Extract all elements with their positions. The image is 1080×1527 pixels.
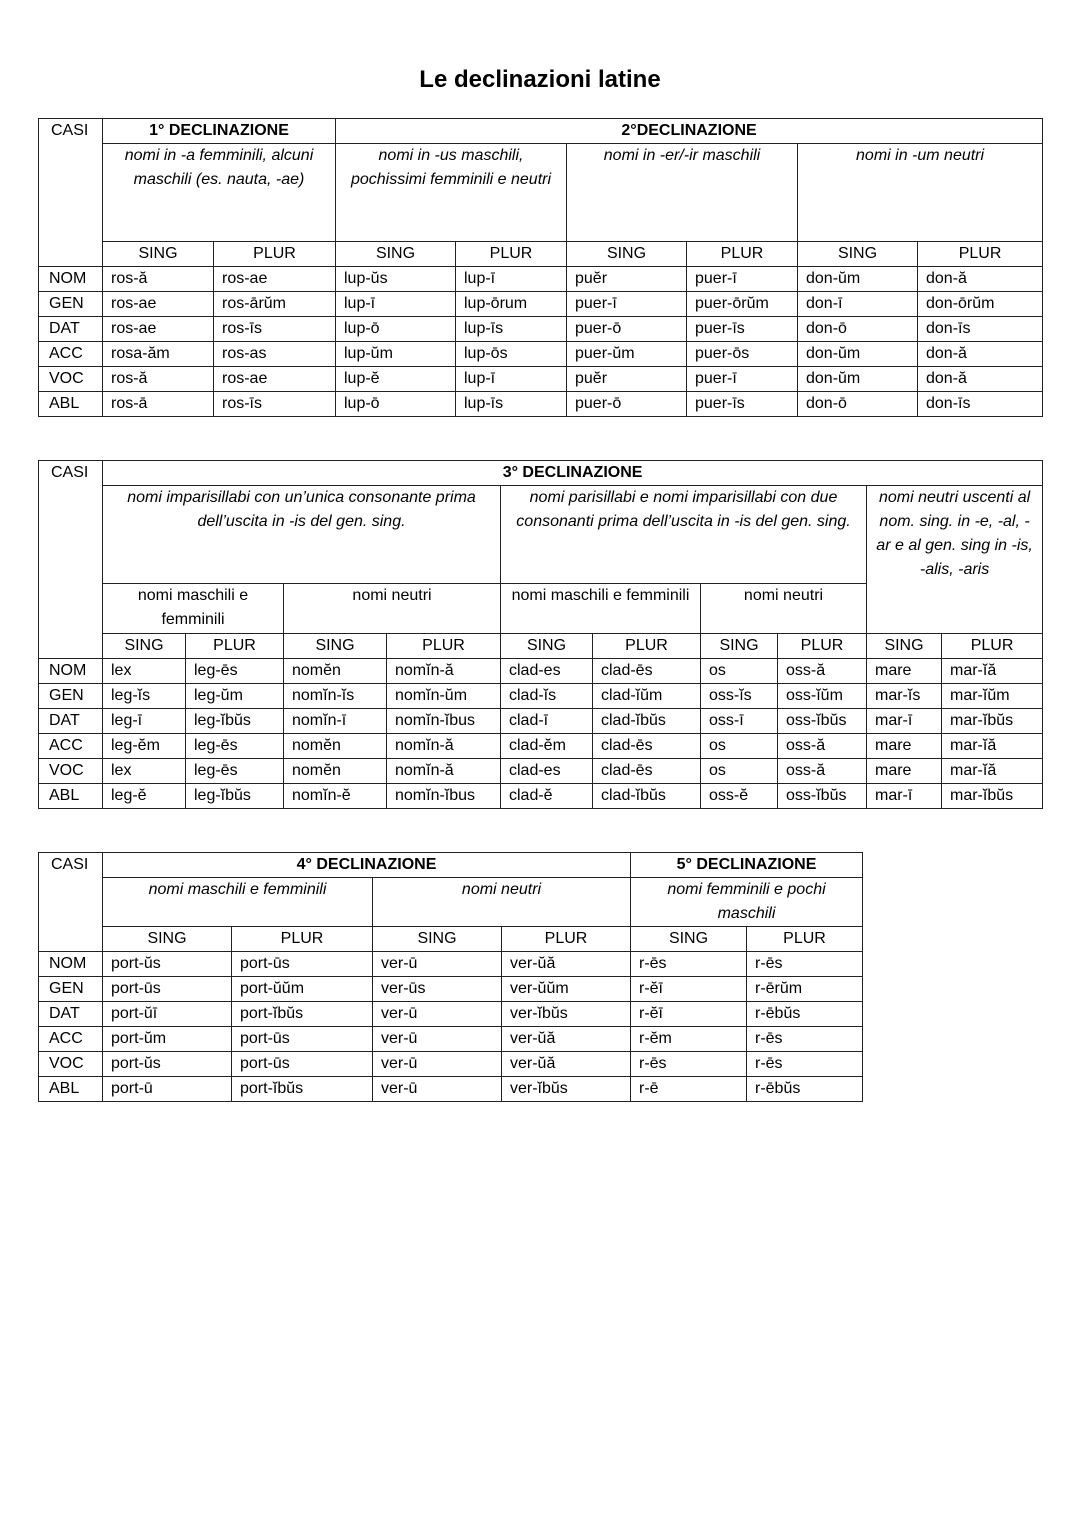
form-cell: leg-ĕm <box>103 734 186 759</box>
group-masc-femm-1: nomi maschili e femminili <box>103 584 284 634</box>
form-cell: clad-ĭs <box>501 684 593 709</box>
form-cell: lup-ōrum <box>456 292 567 317</box>
casi-header: CASI <box>39 119 103 267</box>
form-cell: puer-ō <box>567 317 687 342</box>
table-row <box>39 784 1043 809</box>
form-cell: r-ē <box>631 1077 747 1102</box>
form-cell: port-ū <box>103 1077 232 1102</box>
table-row <box>39 734 1043 759</box>
form-cell: puer-ī <box>687 267 798 292</box>
decl3-heading: 3° DECLINAZIONE <box>103 461 1043 486</box>
form-cell: clad-ĕm <box>501 734 593 759</box>
sing-header: SING <box>501 634 593 659</box>
case-label: NOM <box>39 952 103 977</box>
sing-plur-row <box>39 242 1043 267</box>
form-cell: ver-ŭă <box>502 1027 631 1052</box>
form-cell: lup-ī <box>336 292 456 317</box>
form-cell: nomĕn <box>284 659 387 684</box>
form-cell: don-ŭm <box>798 342 918 367</box>
form-cell: r-ēbŭs <box>747 1077 863 1102</box>
form-cell: ver-ĭbŭs <box>502 1077 631 1102</box>
form-cell: lex <box>103 659 186 684</box>
sing-header: SING <box>867 634 942 659</box>
case-label: VOC <box>39 367 103 392</box>
sing-plur-row <box>39 634 1043 659</box>
sing-plur-row <box>39 927 863 952</box>
decl5-heading: 5° DECLINAZIONE <box>631 853 863 878</box>
table-row <box>39 267 1043 292</box>
plur-header: PLUR <box>778 634 867 659</box>
decl1-heading: 1° DECLINAZIONE <box>103 119 336 144</box>
form-cell: don-ŭm <box>798 267 918 292</box>
form-cell: r-ērŭm <box>747 977 863 1002</box>
decl1-description: nomi in -a femminili, alcuni maschili (es. nauta, -ae) <box>103 144 336 242</box>
form-cell: don-ŭm <box>798 367 918 392</box>
table-declension-3 <box>38 460 1043 809</box>
form-cell: puer-ōs <box>687 342 798 367</box>
form-cell: puer-ī <box>567 292 687 317</box>
form-cell: lup-ĕ <box>336 367 456 392</box>
form-cell: leg-ŭm <box>186 684 284 709</box>
form-cell: mar-ī <box>867 784 942 809</box>
form-cell: nomĭn-ă <box>387 659 501 684</box>
form-cell: r-ēbŭs <box>747 1002 863 1027</box>
form-cell: clad-es <box>501 759 593 784</box>
case-label: ACC <box>39 734 103 759</box>
decl2-um-description: nomi in -um neutri <box>798 144 1043 242</box>
form-cell: lup-īs <box>456 392 567 417</box>
form-cell: oss-ĭŭm <box>778 684 867 709</box>
form-cell: nomĕn <box>284 759 387 784</box>
form-cell: r-ĕī <box>631 977 747 1002</box>
form-cell: nomĭn-ă <box>387 759 501 784</box>
group-neutri-1: nomi neutri <box>284 584 501 634</box>
form-cell: lup-ō <box>336 317 456 342</box>
form-cell: port-ŭs <box>103 1052 232 1077</box>
form-cell: r-ĕm <box>631 1027 747 1052</box>
form-cell: oss-ĭbŭs <box>778 709 867 734</box>
plur-header: PLUR <box>214 242 336 267</box>
plur-header: PLUR <box>186 634 284 659</box>
sing-header: SING <box>373 927 502 952</box>
decl5-description: nomi femminili e pochi maschili <box>631 878 863 927</box>
form-cell: mar-ĭbŭs <box>942 784 1043 809</box>
form-cell: clad-ēs <box>593 659 701 684</box>
case-label: GEN <box>39 684 103 709</box>
form-cell: ros-ae <box>103 317 214 342</box>
decl3-parisillabi-description: nomi parisillabi e nomi imparisillabi con due consonanti prima dell’uscita in -is del gen. sing. <box>501 486 867 584</box>
form-cell: clad-ī <box>501 709 593 734</box>
sing-header: SING <box>103 927 232 952</box>
form-cell: don-ō <box>798 317 918 342</box>
case-label: GEN <box>39 977 103 1002</box>
form-cell: port-ŭm <box>103 1027 232 1052</box>
case-label: VOC <box>39 759 103 784</box>
plur-header: PLUR <box>942 634 1043 659</box>
form-cell: ros-ārŭm <box>214 292 336 317</box>
form-cell: lup-ī <box>456 367 567 392</box>
table-row <box>39 759 1043 784</box>
form-cell: r-ēs <box>747 1027 863 1052</box>
form-cell: ver-ŭă <box>502 952 631 977</box>
form-cell: mar-ĭŭm <box>942 684 1043 709</box>
form-cell: don-ō <box>798 392 918 417</box>
form-cell: leg-ēs <box>186 759 284 784</box>
table-row <box>39 292 1043 317</box>
form-cell: don-īs <box>918 317 1043 342</box>
form-cell: oss-ĭbŭs <box>778 784 867 809</box>
form-cell: ros-ā <box>103 392 214 417</box>
form-cell: clad-ĭbŭs <box>593 709 701 734</box>
form-cell: ros-ae <box>103 292 214 317</box>
form-cell: oss-ĭs <box>701 684 778 709</box>
form-cell: leg-ēs <box>186 659 284 684</box>
form-cell: don-ă <box>918 342 1043 367</box>
form-cell: lup-ī <box>456 267 567 292</box>
form-cell: ros-ae <box>214 367 336 392</box>
form-cell: don-ă <box>918 367 1043 392</box>
case-label: ABL <box>39 1077 103 1102</box>
form-cell: puer-īs <box>687 317 798 342</box>
form-cell: mare <box>867 659 942 684</box>
table-row <box>39 317 1043 342</box>
case-label: DAT <box>39 709 103 734</box>
form-cell: lup-īs <box>456 317 567 342</box>
form-cell: leg-ĭs <box>103 684 186 709</box>
form-cell: leg-ĕ <box>103 784 186 809</box>
form-cell: nomĭn-ĭbus <box>387 709 501 734</box>
form-cell: nomĭn-ĭs <box>284 684 387 709</box>
table-row <box>39 977 863 1002</box>
form-cell: nomĭn-ī <box>284 709 387 734</box>
form-cell: puer-ō <box>567 392 687 417</box>
form-cell: oss-ă <box>778 734 867 759</box>
form-cell: ros-īs <box>214 392 336 417</box>
case-label: ABL <box>39 392 103 417</box>
table-declensions-1-2 <box>38 118 1043 417</box>
form-cell: port-ĭbŭs <box>232 1077 373 1102</box>
sing-header: SING <box>336 242 456 267</box>
case-label: DAT <box>39 317 103 342</box>
form-cell: os <box>701 734 778 759</box>
form-cell: ver-ĭbŭs <box>502 1002 631 1027</box>
case-label: NOM <box>39 659 103 684</box>
table-row <box>39 684 1043 709</box>
sing-header: SING <box>798 242 918 267</box>
form-cell: clad-ēs <box>593 734 701 759</box>
form-cell: mar-ĭă <box>942 659 1043 684</box>
form-cell: r-ĕī <box>631 1002 747 1027</box>
case-label: ACC <box>39 1027 103 1052</box>
form-cell: don-ōrŭm <box>918 292 1043 317</box>
table-row <box>39 1077 863 1102</box>
table-row <box>39 1052 863 1077</box>
form-cell: port-ŭs <box>103 952 232 977</box>
group-masc-femm-2: nomi maschili e femminili <box>501 584 701 634</box>
form-cell: lup-ŭm <box>336 342 456 367</box>
plur-header: PLUR <box>687 242 798 267</box>
sing-header: SING <box>631 927 747 952</box>
form-cell: lup-ō <box>336 392 456 417</box>
form-cell: mar-ĭă <box>942 759 1043 784</box>
form-cell: port-ūs <box>232 952 373 977</box>
sing-header: SING <box>103 634 186 659</box>
form-cell: ver-ŭŭm <box>502 977 631 1002</box>
table-row <box>39 952 863 977</box>
plur-header: PLUR <box>747 927 863 952</box>
form-cell: puer-īs <box>687 392 798 417</box>
plur-header: PLUR <box>232 927 373 952</box>
form-cell: mar-ĭă <box>942 734 1043 759</box>
form-cell: mar-ĭbŭs <box>942 709 1043 734</box>
form-cell: puĕr <box>567 267 687 292</box>
form-cell: lup-ōs <box>456 342 567 367</box>
form-cell: os <box>701 659 778 684</box>
decl4-n-description: nomi neutri <box>373 878 631 927</box>
form-cell: oss-ī <box>701 709 778 734</box>
form-cell: nomĭn-ĭbus <box>387 784 501 809</box>
sing-header: SING <box>103 242 214 267</box>
form-cell: ver-ū <box>373 1002 502 1027</box>
form-cell: clad-ĕ <box>501 784 593 809</box>
case-label: DAT <box>39 1002 103 1027</box>
form-cell: clad-ĭbŭs <box>593 784 701 809</box>
form-cell: port-ūs <box>232 1027 373 1052</box>
table-row <box>39 1002 863 1027</box>
case-label: ABL <box>39 784 103 809</box>
form-cell: mare <box>867 759 942 784</box>
decl3-neutri-uscenti-description: nomi neutri uscenti al nom. sing. in -e, -al, -ar e al gen. sing in -is, -alis, -aris <box>867 486 1043 634</box>
case-label: GEN <box>39 292 103 317</box>
form-cell: nomĕn <box>284 734 387 759</box>
case-label: NOM <box>39 267 103 292</box>
decl4-heading: 4° DECLINAZIONE <box>103 853 631 878</box>
form-cell: r-ēs <box>631 952 747 977</box>
form-cell: port-ūs <box>232 1052 373 1077</box>
table-declensions-4-5 <box>38 852 863 1102</box>
form-cell: puer-ōrŭm <box>687 292 798 317</box>
form-cell: nomĭn-ă <box>387 734 501 759</box>
table-row <box>39 367 1043 392</box>
sing-header: SING <box>701 634 778 659</box>
form-cell: leg-ĭbŭs <box>186 709 284 734</box>
form-cell: port-ĭbŭs <box>232 1002 373 1027</box>
group-neutri-2: nomi neutri <box>701 584 867 634</box>
form-cell: ver-ū <box>373 1077 502 1102</box>
plur-header: PLUR <box>387 634 501 659</box>
table-row <box>39 659 1043 684</box>
form-cell: ros-as <box>214 342 336 367</box>
casi-header: CASI <box>39 461 103 659</box>
form-cell: leg-ēs <box>186 734 284 759</box>
form-cell: oss-ĕ <box>701 784 778 809</box>
table-row <box>39 709 1043 734</box>
table-row <box>39 342 1043 367</box>
form-cell: puĕr <box>567 367 687 392</box>
form-cell: oss-ă <box>778 759 867 784</box>
decl2-er-description: nomi in -er/-ir maschili <box>567 144 798 242</box>
form-cell: leg-ī <box>103 709 186 734</box>
form-cell: mar-ĭs <box>867 684 942 709</box>
form-cell: ver-ūs <box>373 977 502 1002</box>
page-title: Le declinazioni latine <box>419 66 661 93</box>
decl2-us-description: nomi in -us maschili, pochissimi femminili e neutri <box>336 144 567 242</box>
form-cell: mare <box>867 734 942 759</box>
sing-header: SING <box>284 634 387 659</box>
form-cell: ver-ū <box>373 1052 502 1077</box>
form-cell: r-ēs <box>747 952 863 977</box>
form-cell: don-ă <box>918 267 1043 292</box>
form-cell: rosa-ăm <box>103 342 214 367</box>
form-cell: lup-ŭs <box>336 267 456 292</box>
form-cell: puer-ī <box>687 367 798 392</box>
table-row <box>39 392 1043 417</box>
case-label: ACC <box>39 342 103 367</box>
form-cell: nomĭn-ĕ <box>284 784 387 809</box>
form-cell: port-ŭŭm <box>232 977 373 1002</box>
form-cell: ros-ă <box>103 267 214 292</box>
table-row <box>39 1027 863 1052</box>
form-cell: os <box>701 759 778 784</box>
form-cell: port-ŭī <box>103 1002 232 1027</box>
decl3-imparisillabi-description: nomi imparisillabi con un’unica consonante prima dell’uscita in -is del gen. sing. <box>103 486 501 584</box>
form-cell: ros-ă <box>103 367 214 392</box>
form-cell: r-ēs <box>747 1052 863 1077</box>
decl4-mf-description: nomi maschili e femminili <box>103 878 373 927</box>
form-cell: don-ī <box>798 292 918 317</box>
form-cell: r-ēs <box>631 1052 747 1077</box>
form-cell: mar-ī <box>867 709 942 734</box>
form-cell: clad-ēs <box>593 759 701 784</box>
plur-header: PLUR <box>456 242 567 267</box>
form-cell: nomĭn-ŭm <box>387 684 501 709</box>
form-cell: don-īs <box>918 392 1043 417</box>
form-cell: port-ūs <box>103 977 232 1002</box>
plur-header: PLUR <box>593 634 701 659</box>
form-cell: clad-es <box>501 659 593 684</box>
form-cell: clad-ĭŭm <box>593 684 701 709</box>
form-cell: ver-ŭă <box>502 1052 631 1077</box>
case-label: VOC <box>39 1052 103 1077</box>
decl2-heading: 2°DECLINAZIONE <box>336 119 1043 144</box>
form-cell: oss-ă <box>778 659 867 684</box>
form-cell: ros-īs <box>214 317 336 342</box>
form-cell: ros-ae <box>214 267 336 292</box>
sing-header: SING <box>567 242 687 267</box>
plur-header: PLUR <box>918 242 1043 267</box>
form-cell: ver-ū <box>373 1027 502 1052</box>
form-cell: puer-ŭm <box>567 342 687 367</box>
form-cell: leg-ĭbŭs <box>186 784 284 809</box>
form-cell: ver-ū <box>373 952 502 977</box>
form-cell: lex <box>103 759 186 784</box>
plur-header: PLUR <box>502 927 631 952</box>
casi-header: CASI <box>39 853 103 952</box>
